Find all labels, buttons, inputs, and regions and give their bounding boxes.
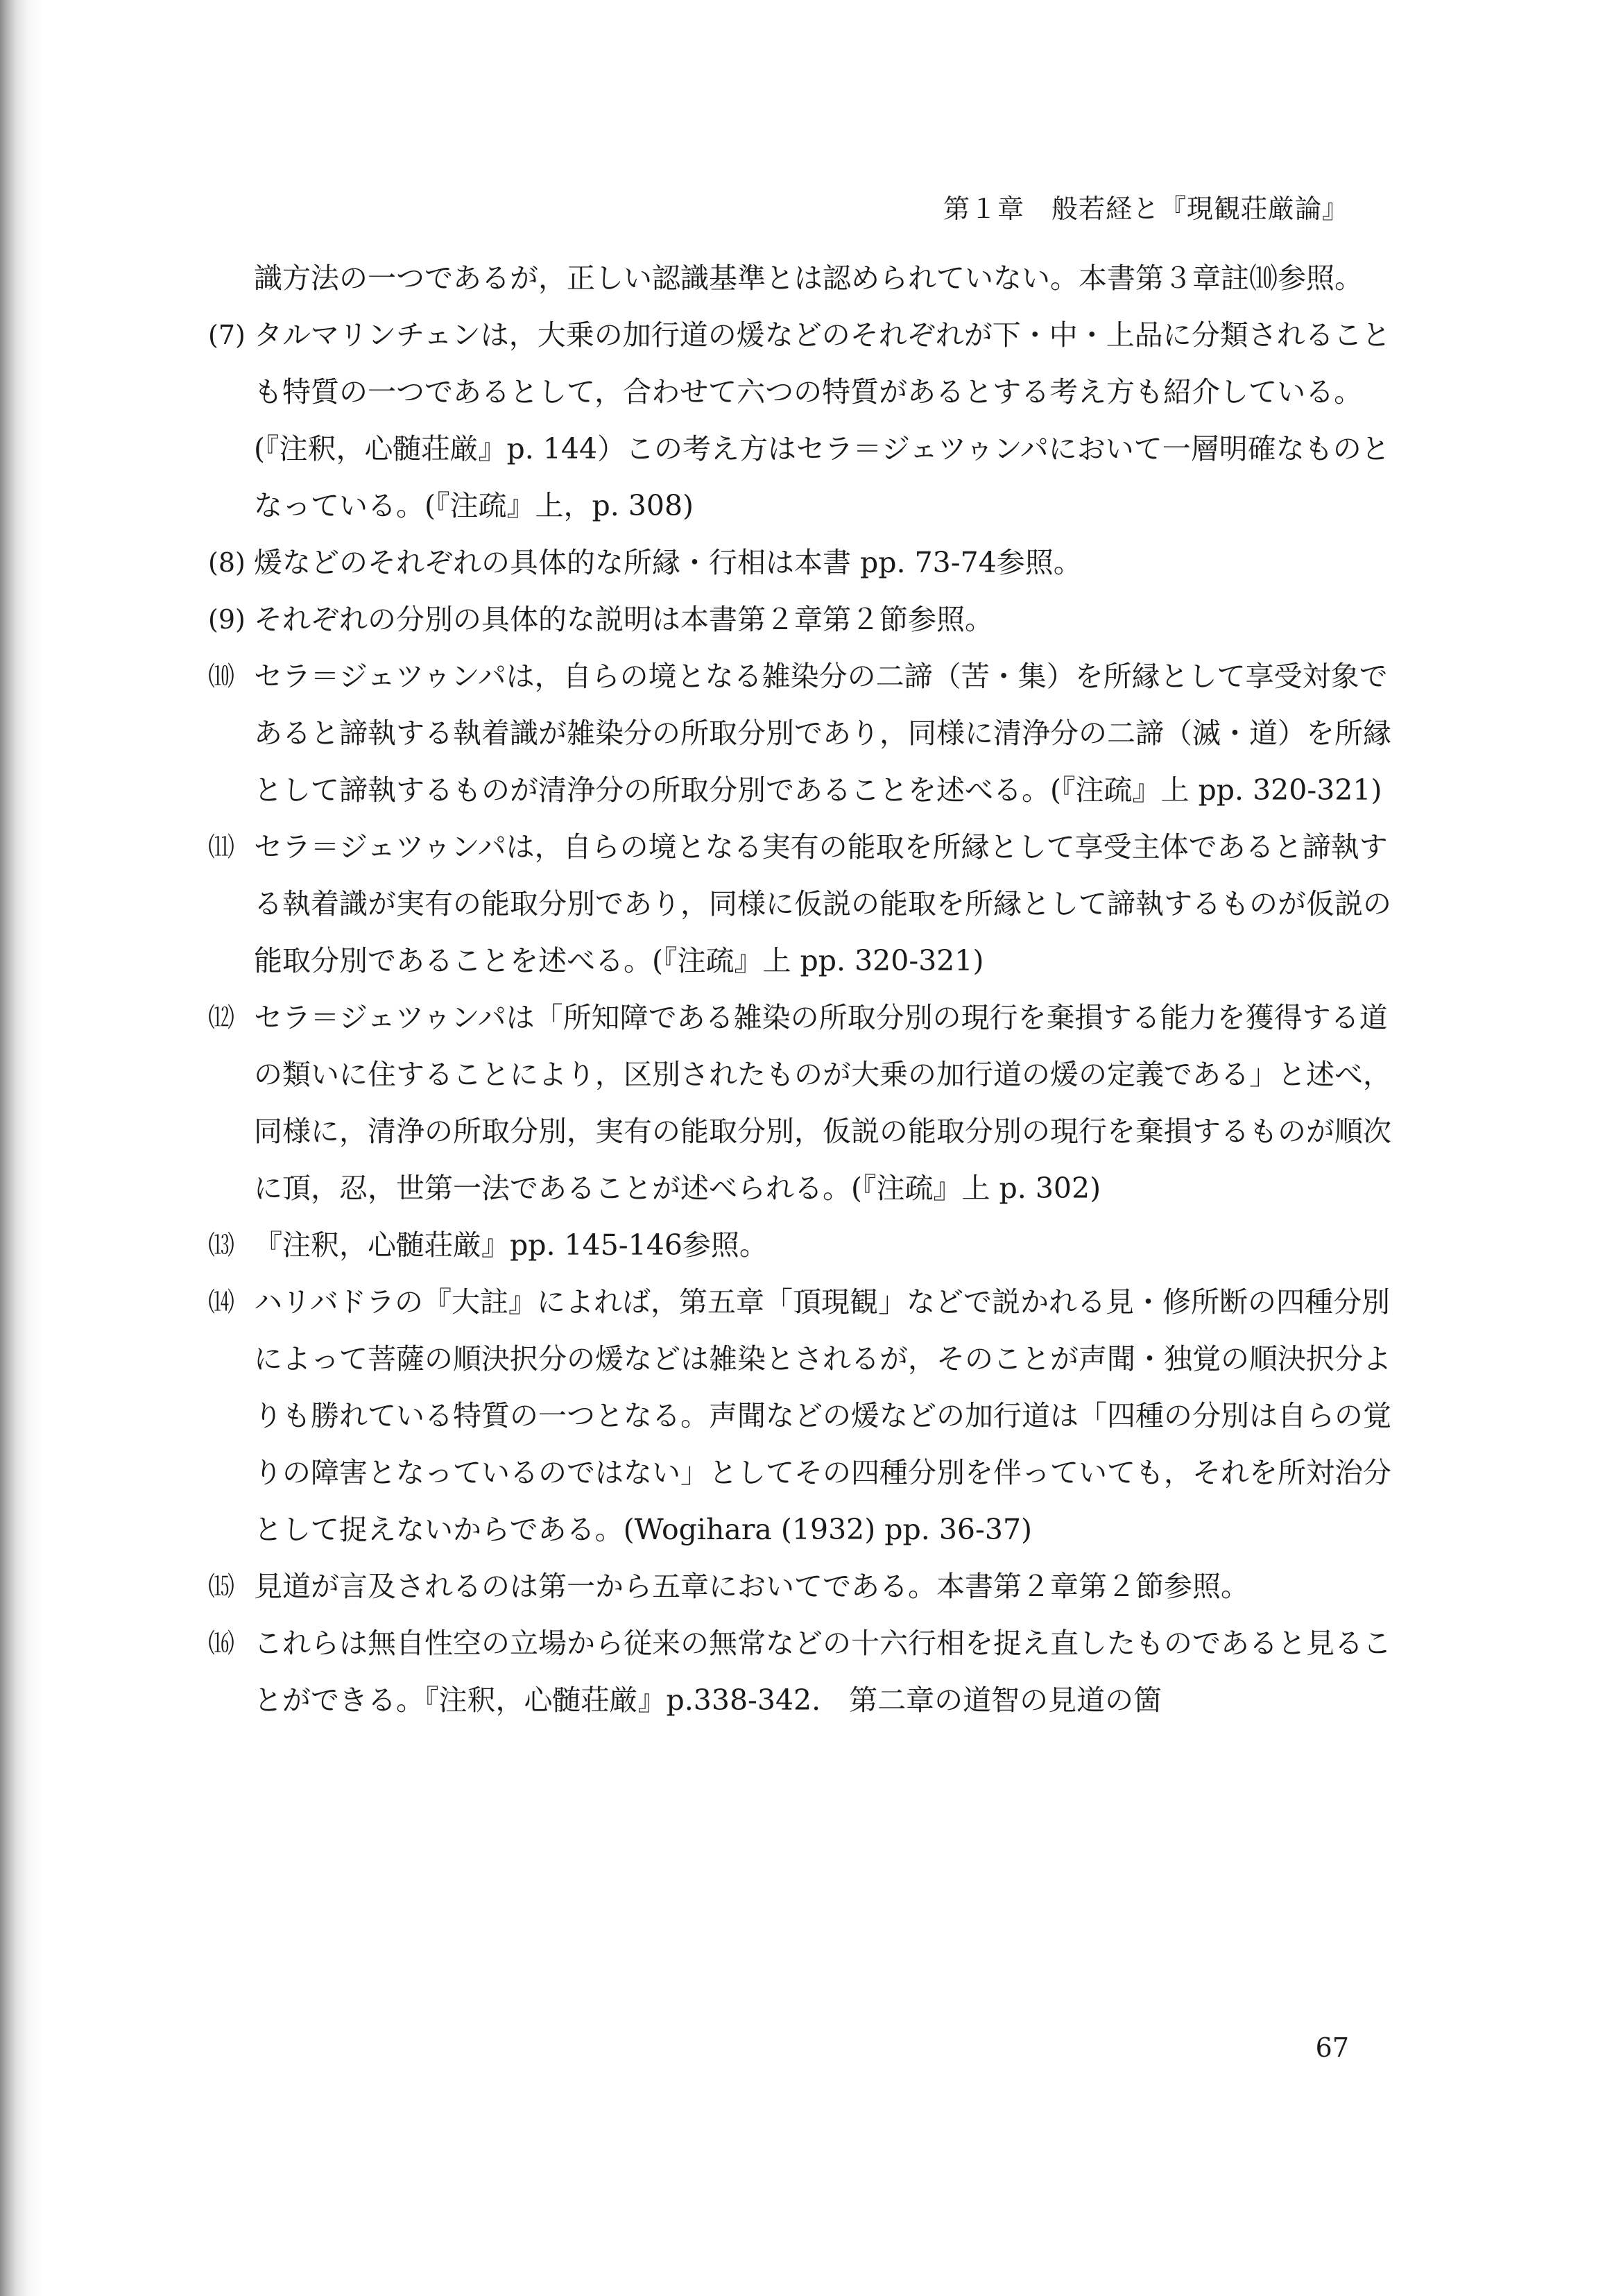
note-14 — [208, 1274, 1401, 1558]
note-16 — [208, 1615, 1401, 1729]
note-text: タルマリンチェンは，大乗の加行道の煖などのそれぞれが下・中・上品に分類されることも特質の一つであるとして，合わせて六つの特質があるとする考え方も紹介している。(『注釈，心髄荘厳』p. 144）この考え方はセラ＝ジェツゥンパにおいて一層明確なものとなっている。(『注疏』上，p. 308) — [254, 318, 1391, 522]
note-11 — [208, 819, 1401, 989]
scan-shadow-edge — [0, 0, 42, 2296]
note-number: ⑾ — [208, 832, 235, 862]
note-text: セラ＝ジェツゥンパは，自らの境となる実有の能取を所縁として享受主体であると諦執する執着識が実有の能取分別であり，同様に仮説の能取を所縁として諦執するものが仮説の能取分別であることを述べる。(『注疏』上 pp. 320-321) — [254, 830, 1391, 977]
note-10 — [208, 648, 1401, 819]
note-text: 煖などのそれぞれの具体的な所縁・行相は本書 pp. 73-74参照。 — [254, 546, 1082, 579]
note-number: ⒂ — [208, 1571, 235, 1602]
note-number: ⒃ — [208, 1628, 235, 1659]
note-number: ⒁ — [208, 1287, 235, 1317]
note-number: (9) — [208, 604, 246, 635]
note-number: ⒀ — [208, 1230, 235, 1260]
note-9 — [208, 591, 1401, 648]
note-text: 『注釈，心髄荘厳』pp. 145-146参照。 — [254, 1228, 768, 1262]
page-number: 67 — [1315, 2032, 1349, 2063]
note-13 — [208, 1217, 1401, 1274]
note-number: ⑿ — [208, 1002, 235, 1033]
note-text: 見道が言及されるのは第一から五章においてである。本書第２章第２節参照。 — [254, 1570, 1249, 1603]
note-15 — [208, 1558, 1401, 1615]
note-text: ハリバドラの『大註』によれば，第五章「頂現観」などで説かれる見・修所断の四種分別によって菩薩の順決択分の煖などは雑染とされるが，そのことが声聞・独覚の順決択分よりも勝れている特質の一つとなる。声聞などの煖などの加行道は「四種の分別は自らの覚りの障害となっているのではない」としてその四種分別を伴っていても，それを所対治分として捉えないからである。(Wogihara (1932) pp. 36-37) — [254, 1285, 1391, 1546]
note-text: セラ＝ジェツゥンパは「所知障である雑染の所取分別の現行を棄損する能力を獲得する道の類いに住することにより，区別されたものが大乗の加行道の煖の定義である」と述べ，同様に，清浄の所取分別，実有の能取分別，仮説の能取分別の現行を棄損するものが順次に頂，忍，世第一法であることが述べられる。(『注疏』上 p. 302) — [254, 1001, 1391, 1205]
note-8 — [208, 534, 1401, 591]
note-12 — [208, 989, 1401, 1217]
note-number: ⑽ — [208, 661, 235, 692]
note-number: (8) — [208, 547, 246, 578]
note-text: これらは無自性空の立場から従来の無常などの十六行相を捉え直したものであると見ることができる。『注釈，心髄荘厳』p.338-342. 第二章の道智の見道の箇 — [254, 1627, 1391, 1717]
note-number: (7) — [208, 320, 246, 350]
note-text: それぞれの分別の具体的な説明は本書第２章第２節参照。 — [254, 603, 993, 636]
note-7 — [208, 307, 1401, 534]
continued-note-text: 識方法の一つであるが，正しい認識基準とは認められていない。本書第３章註⑽参照。 — [254, 262, 1363, 295]
note-text: セラ＝ジェツゥンパは，自らの境となる雑染分の二諦（苦・集）を所縁として享受対象であると諦執する執着識が雑染分の所取分別であり，同様に清浄分の二諦（滅・道）を所縁として諦執するものが清浄分の所取分別であることを述べる。(『注疏』上 pp. 320-321) — [254, 660, 1391, 807]
notes-body — [208, 250, 1401, 1729]
running-header: 第１章 般若経と『現観荘厳論』 — [943, 194, 1349, 224]
